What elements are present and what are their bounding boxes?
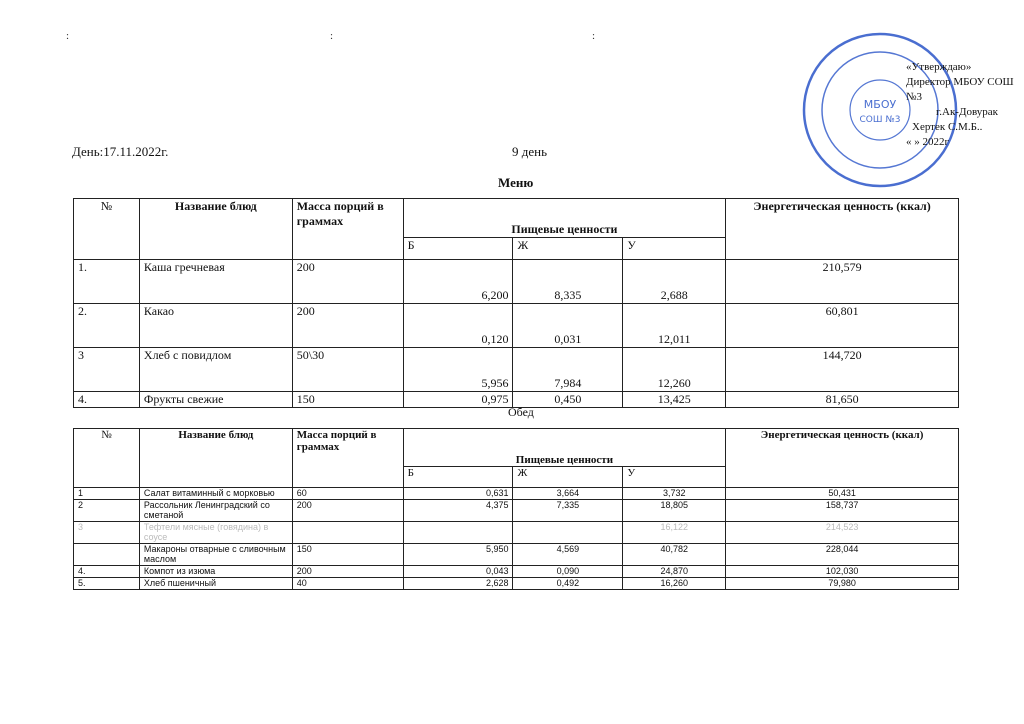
cell-u: 16,122	[623, 522, 726, 544]
scan-mark: :	[592, 30, 596, 42]
table-row	[74, 348, 959, 392]
cell-num: 4.	[74, 392, 140, 408]
scan-mark: :	[66, 30, 70, 42]
cell-b: 0,043	[403, 566, 513, 578]
table-row	[74, 304, 959, 348]
table-row	[74, 566, 959, 578]
svg-text:СОШ №3: СОШ №3	[859, 115, 901, 125]
cell-mass: 200	[292, 304, 403, 348]
cell-num: 3	[74, 348, 140, 392]
col-mass-header: Масса порций в граммах	[292, 429, 403, 488]
table-row	[74, 522, 959, 544]
cell-b: 0,631	[403, 488, 513, 500]
cell-mass: 200	[292, 500, 403, 522]
col-u-header: У	[623, 238, 726, 260]
approval-block	[906, 60, 1024, 150]
cell-num: 2.	[74, 304, 140, 348]
col-mass-header: Масса порций в граммах	[292, 199, 403, 260]
col-name-header: Название блюд	[139, 429, 292, 488]
cell-zh: 0,492	[513, 578, 623, 590]
cell-mass: 200	[292, 260, 403, 304]
cell-u: 24,870	[623, 566, 726, 578]
cell-zh: 0,090	[513, 566, 623, 578]
cell-name: Хлеб пшеничный	[139, 578, 292, 590]
day-number: 9 день	[512, 144, 548, 159]
cell-num	[74, 544, 140, 566]
cell-energy: 81,650	[726, 392, 959, 408]
col-num-header: №	[74, 429, 140, 488]
cell-name: Хлеб с повидлом	[139, 348, 292, 392]
menu-title: Меню	[498, 175, 534, 190]
approval-line: г.Ак-Довурак	[936, 106, 999, 118]
table-row	[74, 578, 959, 590]
cell-mass: 150	[292, 544, 403, 566]
cell-num: 5.	[74, 578, 140, 590]
table-row	[74, 488, 959, 500]
cell-name: Компот из изюма	[139, 566, 292, 578]
cell-u: 12,260	[623, 348, 726, 392]
cell-energy: 214,523	[726, 522, 959, 544]
approval-line: Директор МБОУ СОШ №3	[906, 76, 1014, 103]
cell-zh: 8,335	[513, 260, 623, 304]
cell-energy: 60,801	[726, 304, 959, 348]
col-nutrition-header: Пищевые ценности	[403, 199, 726, 238]
cell-b: 0,975	[403, 392, 513, 408]
cell-num: 4.	[74, 566, 140, 578]
table-row	[74, 260, 959, 304]
cell-energy: 228,044	[726, 544, 959, 566]
cell-energy: 158,737	[726, 500, 959, 522]
cell-u: 40,782	[623, 544, 726, 566]
cell-b: 0,120	[403, 304, 513, 348]
cell-energy: 79,980	[726, 578, 959, 590]
cell-energy: 102,030	[726, 566, 959, 578]
cell-mass: 200	[292, 566, 403, 578]
cell-u: 16,260	[623, 578, 726, 590]
breakfast-table	[73, 198, 959, 408]
scan-mark: :	[330, 30, 334, 42]
cell-zh: 7,335	[513, 500, 623, 522]
cell-b	[403, 522, 513, 544]
cell-u: 12,011	[623, 304, 726, 348]
cell-zh: 0,450	[513, 392, 623, 408]
cell-b: 5,950	[403, 544, 513, 566]
cell-zh	[513, 522, 623, 544]
cell-num: 1.	[74, 260, 140, 304]
col-zh-header: Ж	[513, 238, 623, 260]
approval-line: Хертек С.М.Б..	[912, 121, 983, 133]
col-b-header: Б	[403, 467, 513, 488]
svg-text:МБОУ: МБОУ	[863, 98, 897, 111]
cell-energy: 210,579	[726, 260, 959, 304]
cell-name: Фрукты свежие	[139, 392, 292, 408]
cell-num: 2	[74, 500, 140, 522]
cell-b: 6,200	[403, 260, 513, 304]
cell-u: 2,688	[623, 260, 726, 304]
cell-num: 3	[74, 522, 140, 544]
lunch-title: Обед	[508, 405, 534, 419]
col-energy-header: Энергетическая ценность (ккал)	[726, 429, 959, 488]
col-nutrition-header: Пищевые ценности	[403, 429, 726, 467]
cell-u: 3,732	[623, 488, 726, 500]
lunch-table	[73, 428, 959, 590]
cell-b: 2,628	[403, 578, 513, 590]
cell-u: 13,425	[623, 392, 726, 408]
cell-b: 4,375	[403, 500, 513, 522]
cell-name: Салат витаминный с морковью	[139, 488, 292, 500]
col-name-header: Название блюд	[139, 199, 292, 260]
cell-num: 1	[74, 488, 140, 500]
table-row	[74, 544, 959, 566]
cell-mass: 60	[292, 488, 403, 500]
cell-mass: 150	[292, 392, 403, 408]
col-b-header: Б	[403, 238, 513, 260]
day-date: День:17.11.2022г.	[72, 144, 169, 159]
cell-mass: 50\30	[292, 348, 403, 392]
cell-zh: 7,984	[513, 348, 623, 392]
cell-zh: 3,664	[513, 488, 623, 500]
col-u-header: У	[623, 467, 726, 488]
col-energy-header: Энергетическая ценность (ккал)	[726, 199, 959, 260]
col-zh-header: Ж	[513, 467, 623, 488]
cell-b: 5,956	[403, 348, 513, 392]
table-row	[74, 500, 959, 522]
cell-mass: 40	[292, 578, 403, 590]
col-num-header: №	[74, 199, 140, 260]
cell-name: Макароны отварные с сливочным маслом	[139, 544, 292, 566]
cell-name: Каша гречневая	[139, 260, 292, 304]
cell-name: Какао	[139, 304, 292, 348]
cell-name: Тефтели мясные (говядина) в соусе	[139, 522, 292, 544]
cell-energy: 50,431	[726, 488, 959, 500]
approval-line: «Утверждаю»	[906, 61, 972, 73]
cell-mass	[292, 522, 403, 544]
cell-zh: 0,031	[513, 304, 623, 348]
cell-name: Рассольник Ленинградский со сметаной	[139, 500, 292, 522]
cell-zh: 4,569	[513, 544, 623, 566]
approval-line: « » 2022г	[906, 136, 950, 148]
cell-energy: 144,720	[726, 348, 959, 392]
cell-u: 18,805	[623, 500, 726, 522]
